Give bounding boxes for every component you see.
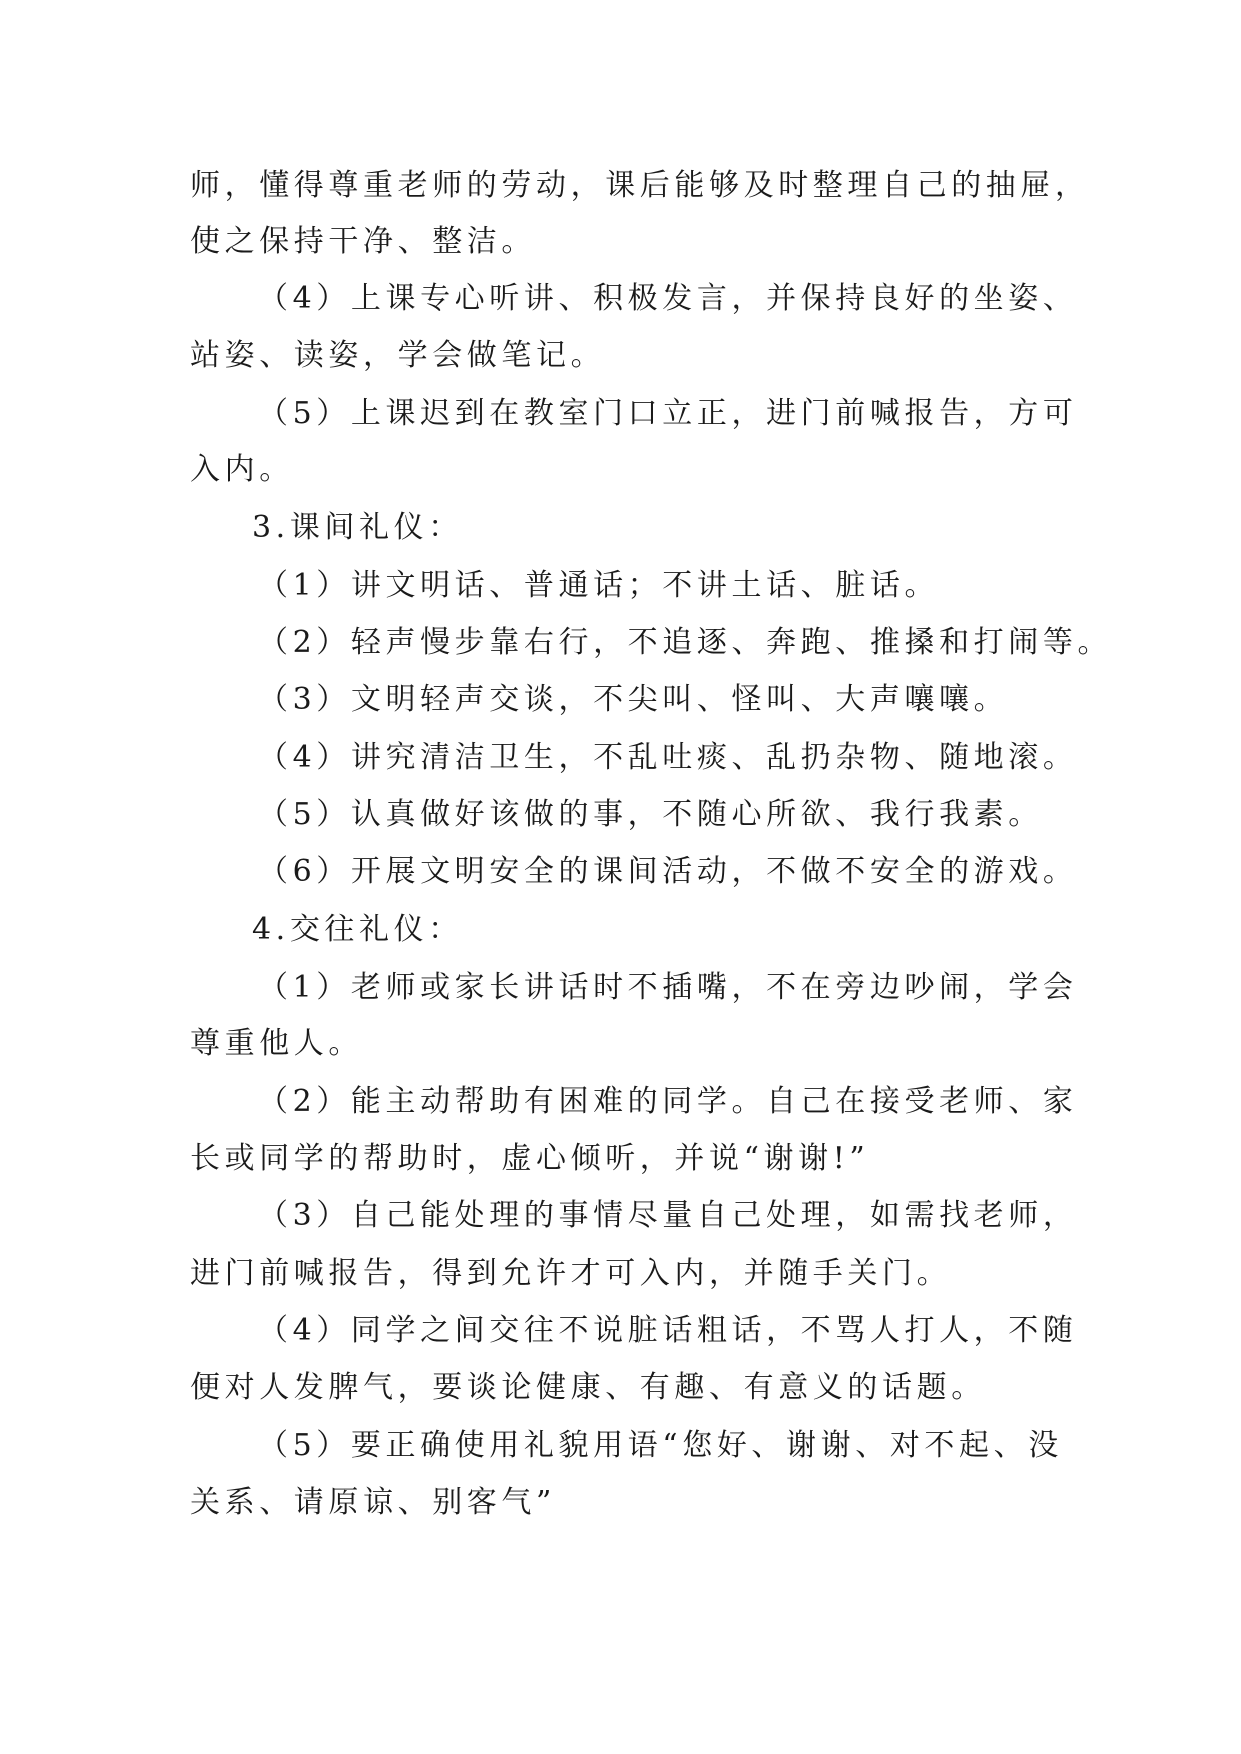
- paragraph-line: （5）要正确使用礼貌用语“您好、谢谢、对不起、没: [258, 1428, 1063, 1463]
- paragraph-line: （3）文明轻声交谈，不尖叫、怪叫、大声嚷嚷。: [258, 682, 1009, 717]
- paragraph-line: 入内。: [190, 452, 294, 487]
- paragraph-line: 师，懂得尊重老师的劳动，课后能够及时整理自己的抽屉，: [190, 168, 1090, 203]
- paragraph-line: （4）讲究清洁卫生，不乱吐痰、乱扔杂物、随地滚。: [258, 740, 1078, 775]
- paragraph-line: （2）轻声慢步靠右行，不追逐、奔跑、推搡和打闹等。: [258, 625, 1113, 660]
- paragraph-line: （4）同学之间交往不说脏话粗话，不骂人打人，不随: [258, 1313, 1078, 1348]
- paragraph-line: （6）开展文明安全的课间活动，不做不安全的游戏。: [258, 854, 1078, 889]
- paragraph-line: （5）认真做好该做的事，不随心所欲、我行我素。: [258, 797, 1043, 832]
- paragraph-line: （4）上课专心听讲、积极发言，并保持良好的坐姿、: [258, 281, 1078, 316]
- paragraph-line: 长或同学的帮助时，虚心倾听，并说“谢谢!”: [190, 1141, 870, 1176]
- paragraph-line: 关系、请原谅、别客气”: [190, 1485, 556, 1520]
- section-heading: 4.交往礼仪：: [252, 912, 463, 947]
- section-heading: 3.课间礼仪：: [252, 510, 463, 545]
- paragraph-line: （3）自己能处理的事情尽量自己处理，如需找老师，: [258, 1198, 1078, 1233]
- paragraph-line: （5）上课迟到在教室门口立正，进门前喊报告，方可: [258, 396, 1078, 431]
- paragraph-line: 使之保持干净、整洁。: [190, 224, 536, 259]
- paragraph-line: 尊重他人。: [190, 1026, 363, 1061]
- paragraph-line: 进门前喊报告，得到允许才可入内，并随手关门。: [190, 1256, 952, 1291]
- paragraph-line: （1）老师或家长讲话时不插嘴，不在旁边吵闹，学会: [258, 970, 1078, 1005]
- paragraph-line: （2）能主动帮助有困难的同学。自己在接受老师、家: [258, 1084, 1078, 1119]
- paragraph-line: 便对人发脾气，要谈论健康、有趣、有意义的话题。: [190, 1370, 986, 1405]
- paragraph-line: （1）讲文明话、普通话；不讲土话、脏话。: [258, 568, 940, 603]
- paragraph-line: 站姿、读姿，学会做笔记。: [190, 338, 606, 373]
